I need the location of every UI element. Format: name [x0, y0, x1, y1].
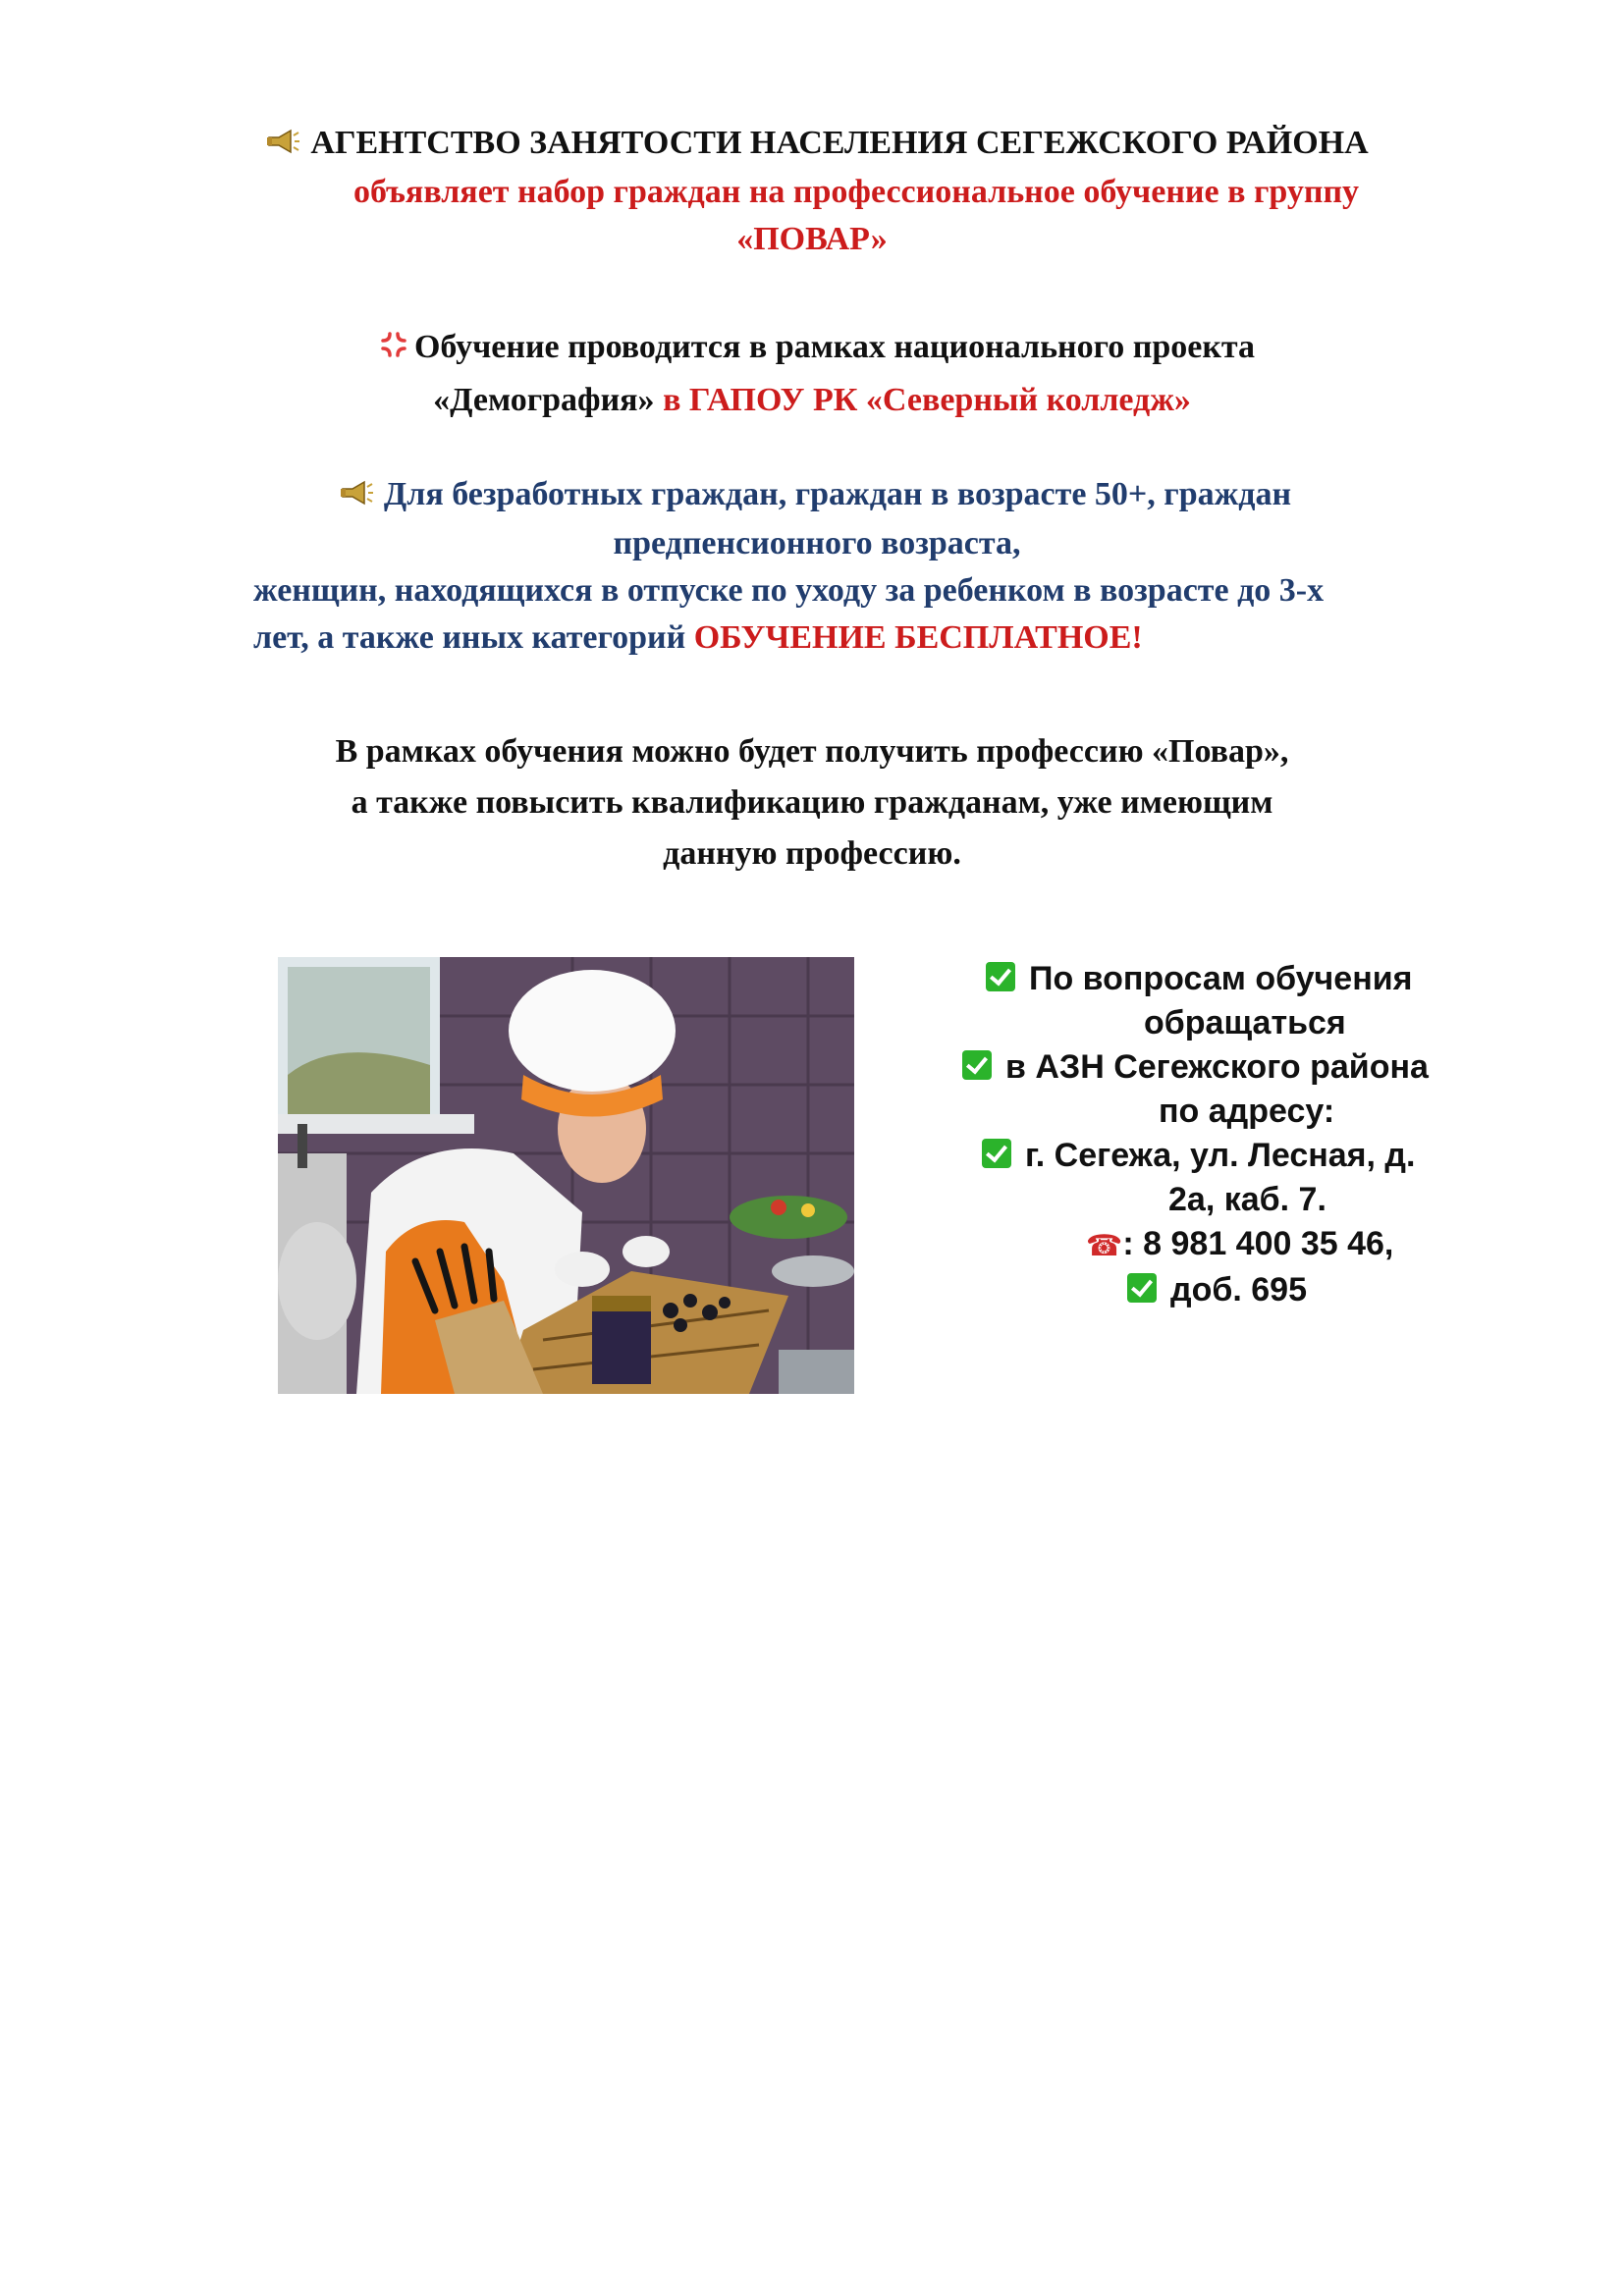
phone-number: : 8 981 400 35 46,	[1122, 1225, 1394, 1262]
contacts-text-5: г. Сегежа, ул. Лесная, д.	[1025, 1137, 1416, 1174]
extension-line	[923, 1268, 1551, 1312]
profession-line-1: В рамках обучения можно будет получить профессию «Повар»,	[335, 733, 1289, 770]
contacts-line-2: обращаться	[1144, 1004, 1346, 1041]
profession-block	[0, 726, 1624, 880]
contacts-text-3: в АЗН Сегежского района	[1005, 1048, 1429, 1086]
project-name: «Демография»	[433, 382, 655, 419]
profession-line-3: данную профессию.	[663, 835, 961, 872]
project-text: Обучение проводится в рамках национального проекта	[413, 329, 1256, 365]
eligibility-line-2: предпенсионного возраста,	[613, 525, 1021, 562]
announce-line: объявляет набор граждан на профессиональное обучение в группу	[352, 174, 1360, 211]
project-place-line	[0, 375, 1624, 426]
extension-number: доб. 695	[1170, 1270, 1307, 1308]
free-training: ОБУЧЕНИЕ БЕСПЛАТНОЕ!	[693, 619, 1143, 657]
eligibility-block	[0, 471, 1624, 662]
check-mark-icon	[982, 1139, 1011, 1168]
agency-title	[0, 120, 1624, 169]
project-line	[0, 322, 1624, 375]
contacts-line-5	[923, 1134, 1551, 1178]
contacts-line-1	[923, 957, 1551, 1001]
contacts-line-4: по адресу:	[1159, 1093, 1335, 1130]
contacts-line-3	[923, 1045, 1551, 1090]
check-mark-icon	[1127, 1273, 1157, 1303]
phone-line	[923, 1222, 1551, 1268]
contacts-text-1: По вопросам обучения	[1029, 960, 1413, 997]
check-mark-icon	[962, 1050, 992, 1080]
check-mark-icon	[986, 962, 1015, 991]
telephone-icon: ☎	[1086, 1228, 1123, 1263]
eligibility-line-4	[0, 614, 1624, 662]
group-name: «ПОВАР»	[736, 221, 888, 258]
megaphone-icon	[265, 122, 300, 169]
megaphone-icon	[339, 473, 374, 520]
eligibility-line-1	[0, 471, 1624, 520]
chef-photo	[278, 957, 854, 1394]
profession-line-2: а также повысить квалификацию гражданам, уже имеющим	[351, 784, 1273, 821]
college-name: в ГАПОУ РК «Северный колледж»	[654, 382, 1191, 419]
anger-symbol-icon	[379, 324, 408, 375]
agency-name: АГЕНТСТВО ЗАНЯТОСТИ НАСЕЛЕНИЯ СЕГЕЖСКОГО РАЙОНА	[310, 125, 1369, 161]
eligibility-line-3: женщин, находящихся в отпуске по уходу за ребенком в возрасте до 3-х	[253, 572, 1325, 610]
header-block	[0, 120, 1624, 263]
contacts-block	[923, 957, 1551, 1312]
contacts-line-6: 2а, каб. 7.	[1168, 1181, 1326, 1218]
eligibility-text-4: лет, а также иных категорий	[253, 619, 694, 657]
eligibility-text-1: Для безработных граждан, граждан в возрасте 50+, граждан	[383, 476, 1292, 512]
project-block	[0, 322, 1624, 426]
